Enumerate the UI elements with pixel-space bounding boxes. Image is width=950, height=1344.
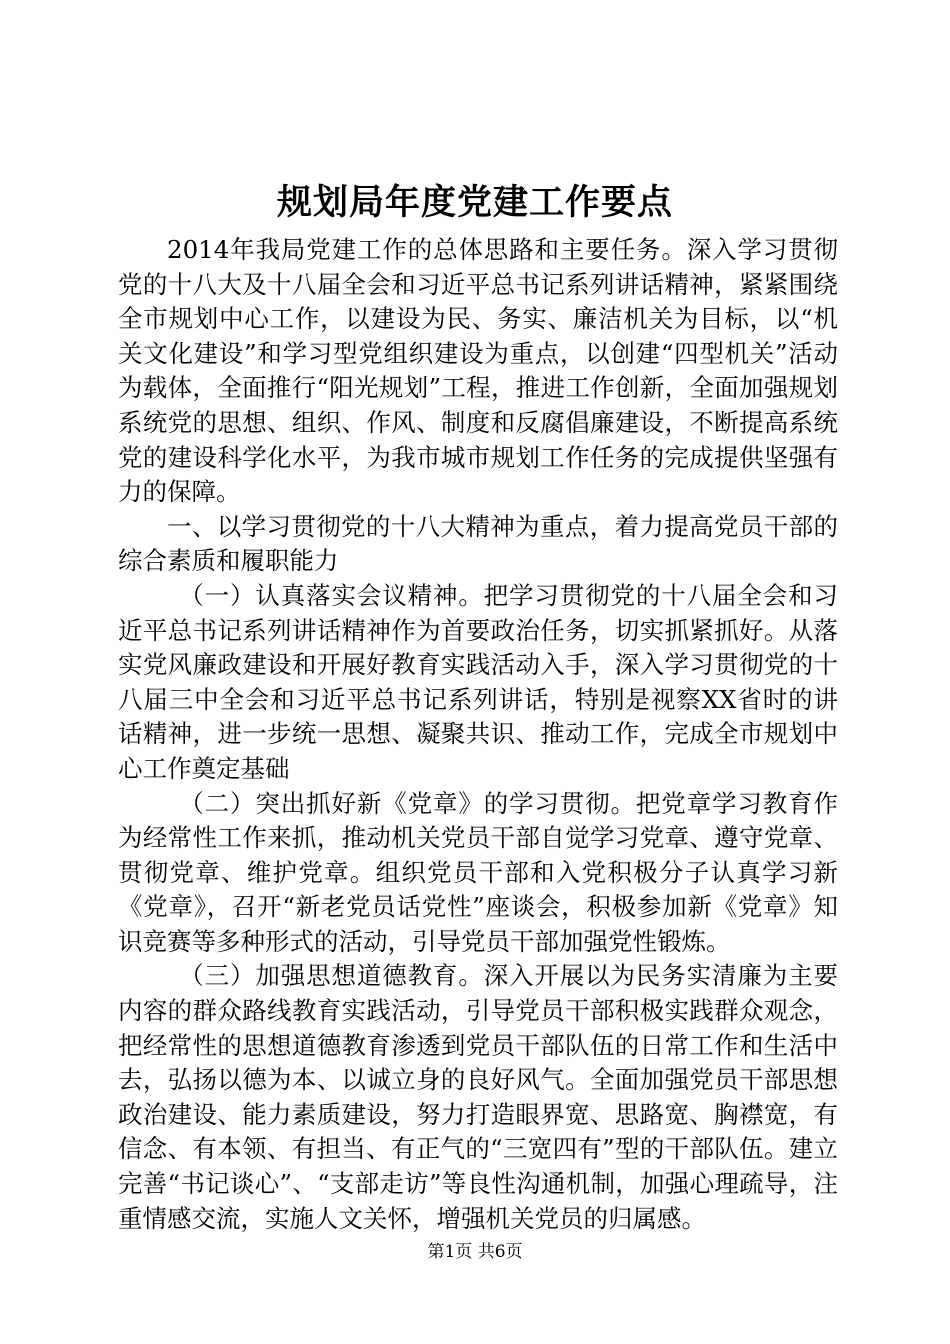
paragraph-item-3: （三）加强思想道德教育。深入开展以为民务实清廉为主要内容的群众路线教育实践活动，引导党员干部积极实践群众观念，把经常性的思想道德教育渗透到党员干部队伍的日常工作和生活中去，弘扬以德为本、以诚立身的良好风气。全面加强党员干部思想政治建设、能力素质建设，努力打造眼界宽、思路宽、胸襟宽，有信念、有本领、有担当、有正气的“三宽四有”型的干部队伍。建立完善“书记谈心”、“支部走访”等良性沟通机制，加强心理疏导，注重情感交流，实施人文关怀，增强机关党员的归属感。: [118, 961, 838, 1233]
page-number-footer: 第1页 共6页: [427, 1242, 523, 1262]
paragraph-intro: 2014年我局党建工作的总体思路和主要任务。深入学习贯彻党的十八大及十八届全会和习近平总书记系列讲话精神，紧紧围绕全市规划中心工作，以建设为民、务实、廉洁机关为目标，以“机关文化建设”和学习型党组织建设为重点，以创建“四型机关”活动为载体，全面推行“阳光规划”工程，推进工作创新，全面加强规划系统党的思想、组织、作风、制度和反腐倡廉建设，不断提高系统党的建设科学化水平，为我市城市规划工作任务的完成提供坚强有力的保障。: [118, 235, 838, 507]
paragraph-item-1: （一）认真落实会议精神。把学习贯彻党的十八届全会和习近平总书记系列讲话精神作为首要政治任务，切实抓紧抓好。从落实党风廉政建设和开展好教育实践活动入手，深入学习贯彻党的十八届三中全会和习近平总书记系列讲话，特别是视察XX省时的讲话精神，进一步统一思想、凝聚共识、推动工作，完成全市规划中心工作奠定基础: [118, 580, 838, 783]
document-title: 规划局年度党建工作要点: [276, 182, 673, 223]
section-heading-1: 一、以学习贯彻党的十八大精神为重点，着力提高党员干部的综合素质和履职能力: [118, 511, 838, 576]
document-body: [118, 233, 838, 1236]
paragraph-item-2: （二）突出抓好新《党章》的学习贯彻。把党章学习教育作为经常性工作来抓，推动机关党员干部自觉学习党章、遵守党章、贯彻党章、维护党章。组织党员干部和入党积极分子认真学习新《党章》，召开“新老党员话党性”座谈会，积极参加新《党章》知识竞赛等多种形式的活动，引导党员干部加强党性锻炼。: [118, 788, 838, 956]
